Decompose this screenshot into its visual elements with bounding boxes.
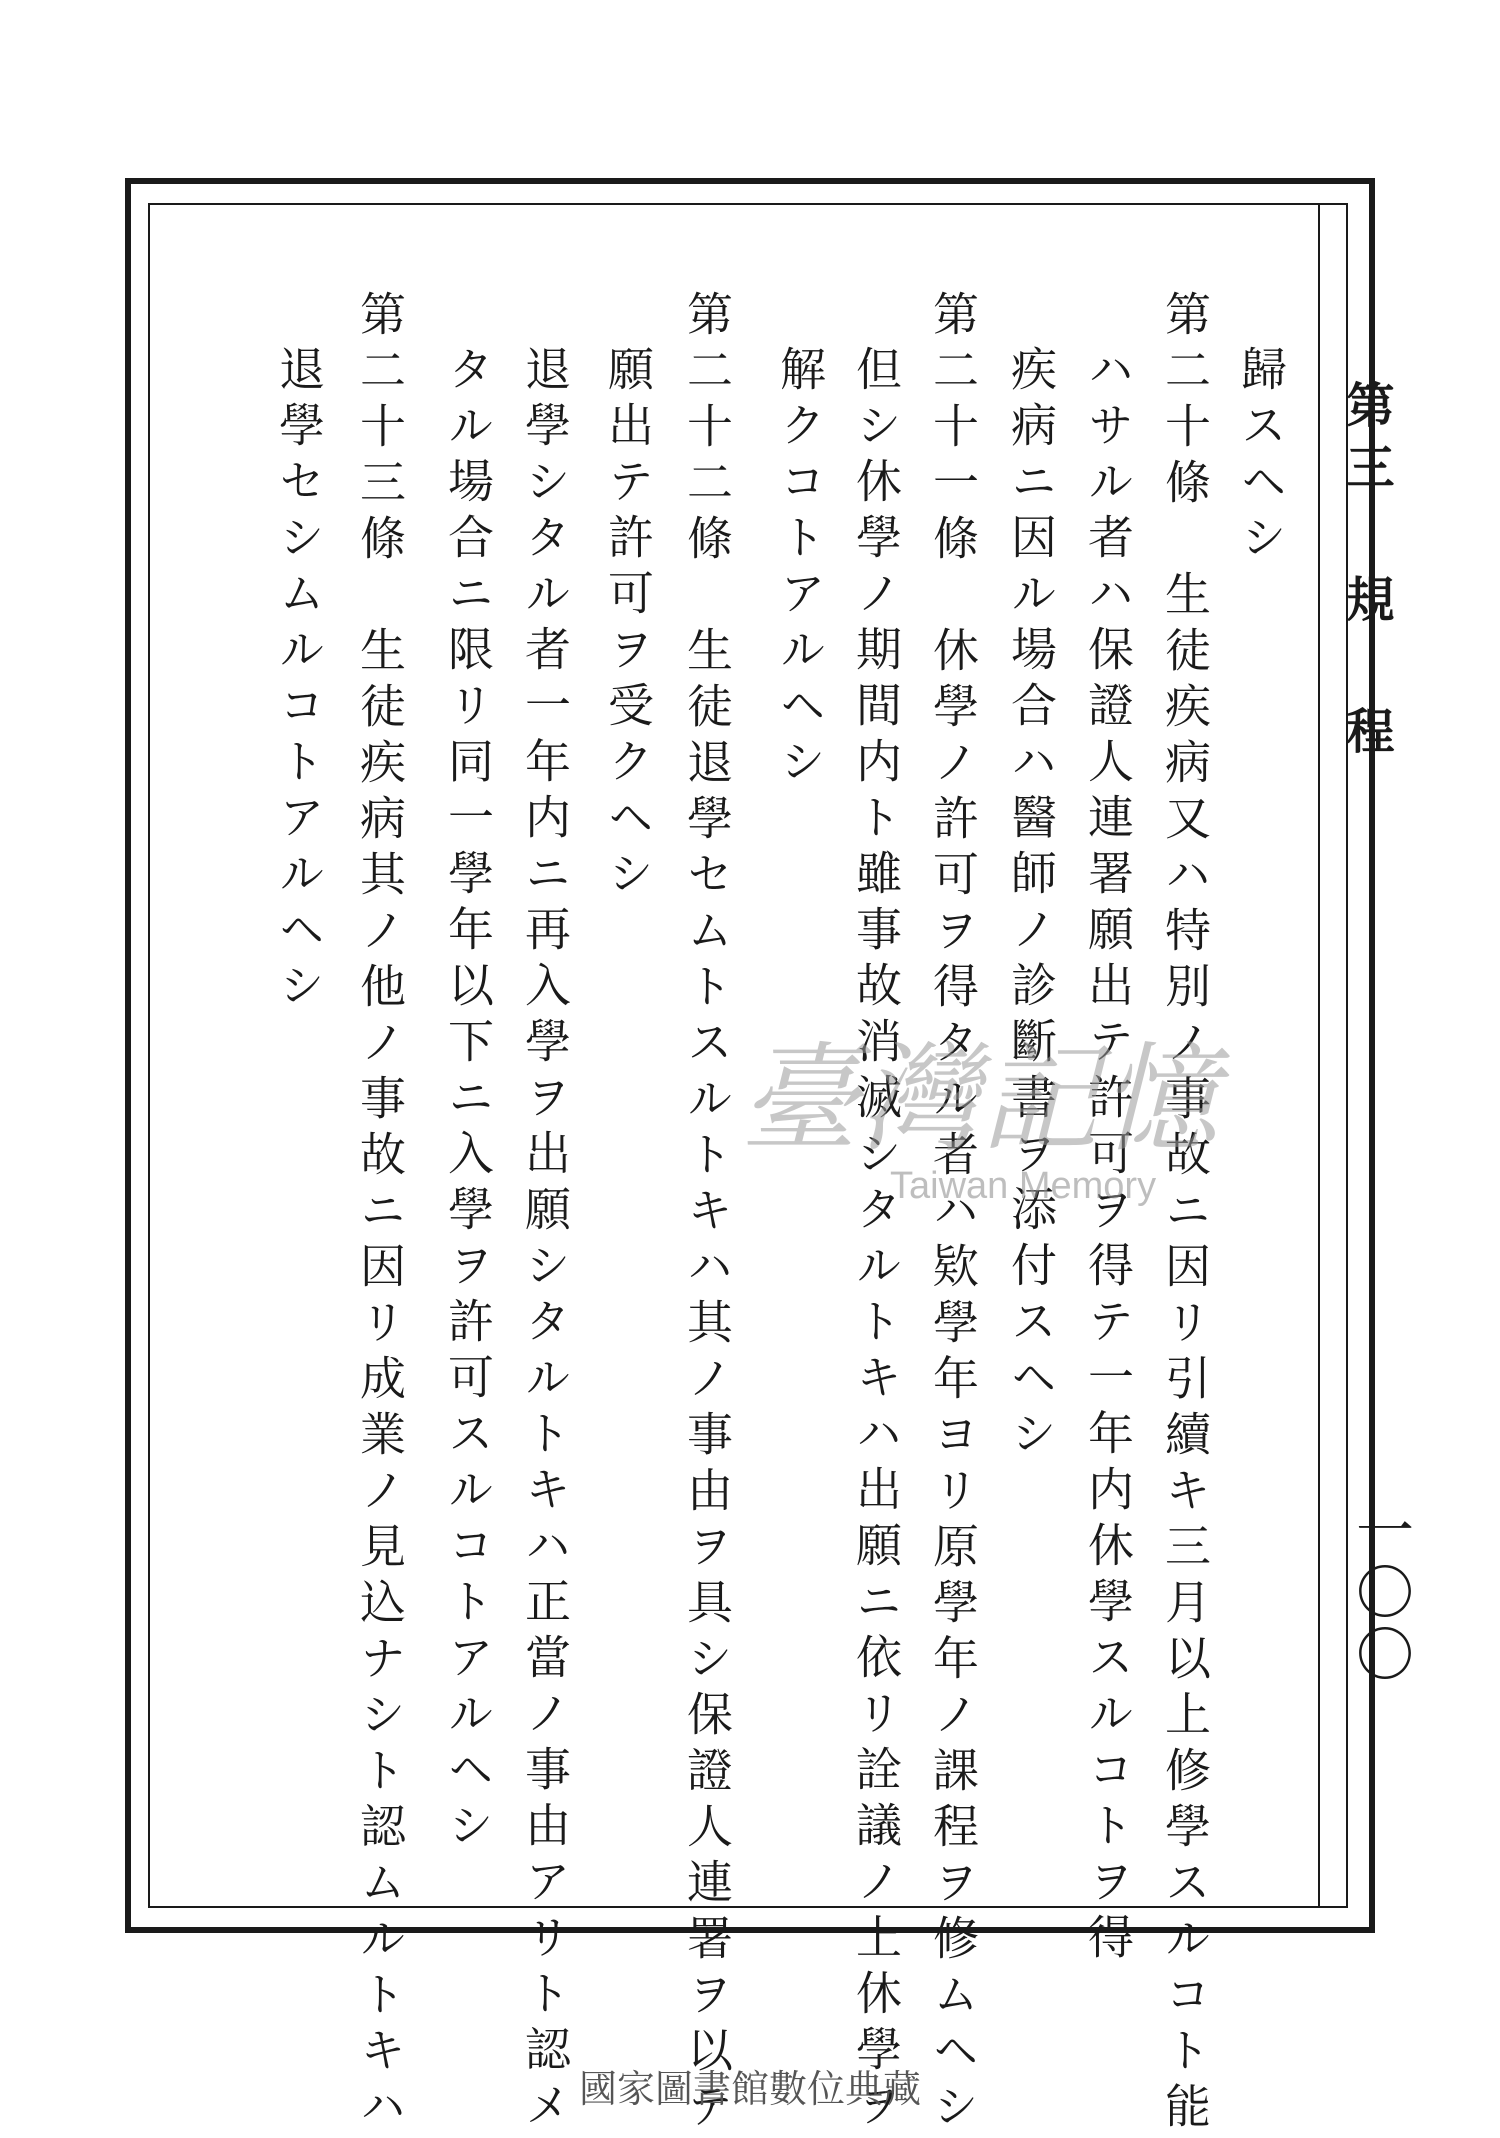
- text-column-2: 第二十條 生徒疾病又ハ特別ノ事故ニ因リ引續キ三月以上修學スルコト能: [1158, 290, 1212, 2138]
- text-column-6: 但シ休學ノ期間内ト雖事故消滅シタルトキハ出願ニ依リ詮議ノ上休學ヲ: [849, 345, 903, 2137]
- watermark-chinese: 臺灣記憶: [740, 1030, 1221, 1168]
- text-column-7: 解クコトアルヘシ: [773, 345, 827, 793]
- text-column-12: 第二十三條 生徒疾病其ノ他ノ事故ニ因リ成業ノ見込ナシト認ムルトキハ: [353, 290, 407, 2138]
- text-column-8: 第二十二條 生徒退學セムトスルトキハ其ノ事由ヲ具シ保證人連署ヲ以テ: [680, 290, 734, 2138]
- text-column-3: ハサル者ハ保證人連署願出テ許可ヲ得テ一年内休學スルコトヲ得: [1081, 345, 1135, 1969]
- text-column-13: 退學セシムルコトアルヘシ: [272, 345, 326, 1017]
- running-header: 第三 規 程: [1338, 380, 1394, 768]
- text-column-11: タル場合ニ限リ同一學年以下ニ入學ヲ許可スルコトアルヘシ: [441, 345, 495, 1857]
- page-number: 一〇〇: [1346, 1500, 1414, 1686]
- text-column-4: 疾病ニ因ル場合ハ醫師ノ診斷書ヲ添付スヘシ: [1004, 345, 1058, 1465]
- footer-credit: 國家圖書館數位典藏: [578, 2069, 921, 2111]
- text-column-5: 第二十一條 休學ノ許可ヲ得タル者ハ欵學年ヨリ原學年ノ課程ヲ修ムヘシ: [926, 290, 980, 2138]
- watermark-english: Taiwan Memory: [890, 1165, 1157, 1207]
- taiwan-memory-watermark: [740, 1030, 1221, 1230]
- text-column-1: 歸スヘシ: [1234, 345, 1288, 569]
- header-divider: [1318, 203, 1320, 1908]
- text-column-10: 退學シタル者一年内ニ再入學ヲ出願シタルトキハ正當ノ事由アリト認メ: [518, 345, 572, 2137]
- text-column-9: 願出テ許可ヲ受クヘシ: [601, 345, 655, 905]
